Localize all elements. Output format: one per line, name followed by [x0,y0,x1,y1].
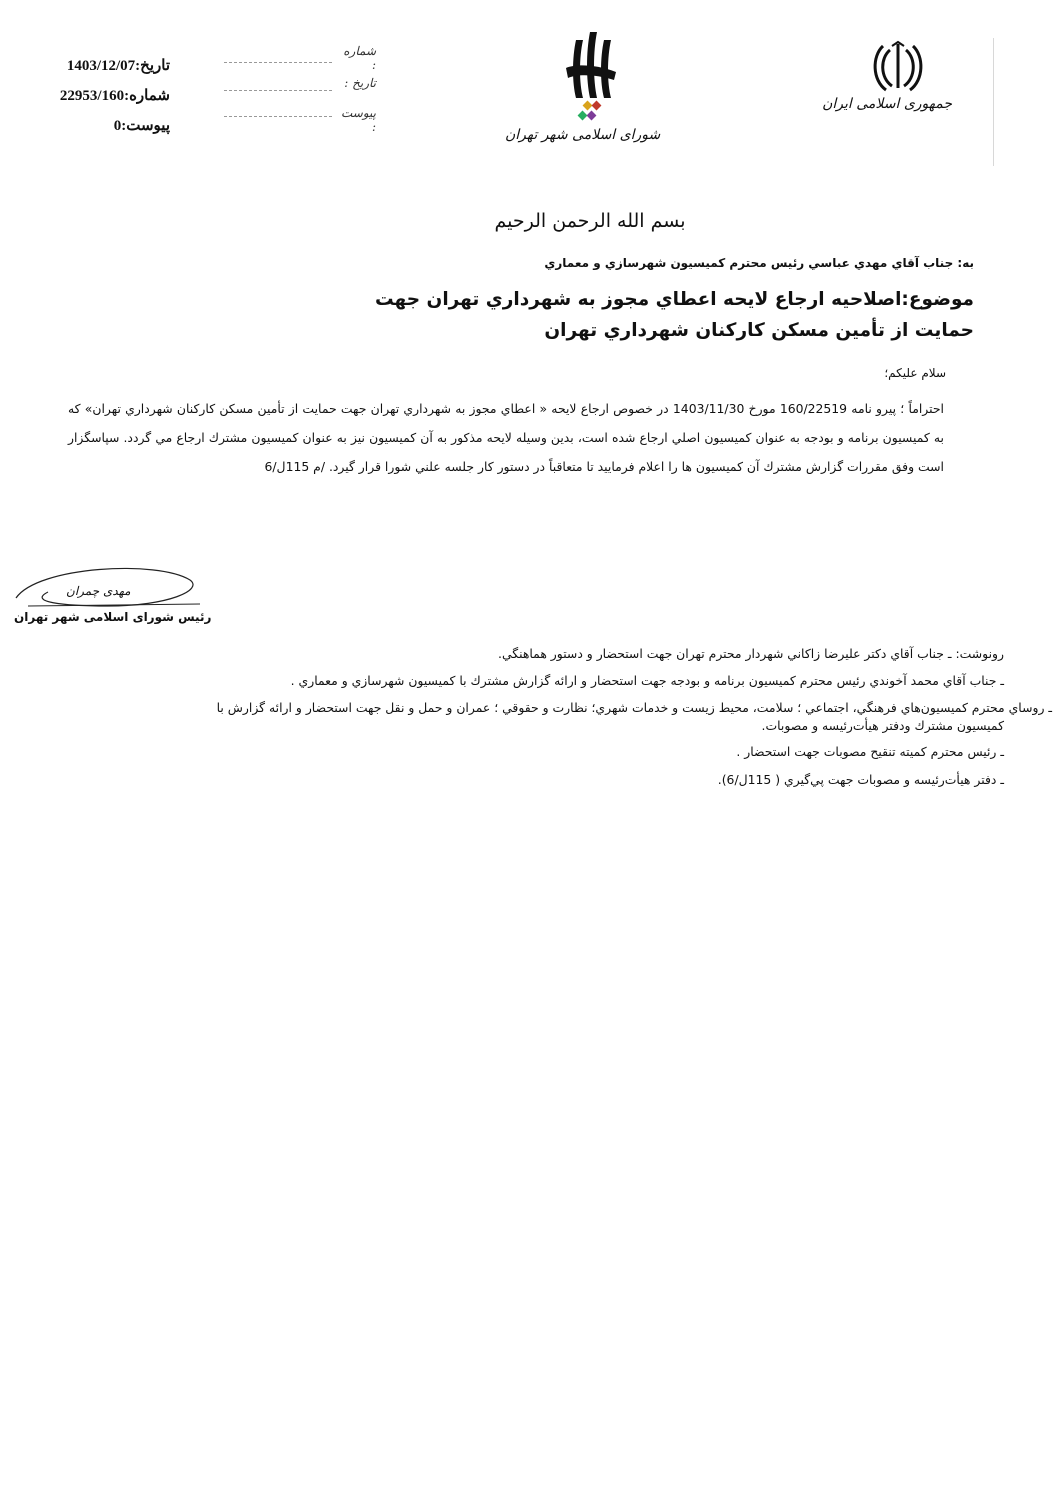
emblem-caption: جمهوری اسلامی ایران [822,96,952,112]
form-field-number-line [224,62,332,63]
letter-date: تاريخ:1403/12/07 [66,58,170,74]
form-field-attachment-line [224,116,332,117]
subject-line: موضوع:اصلاحيه ارجاع لايحه اعطاي مجوز به شهرداري تهران جهت حمايت از تأمين مسكن كاركنان شهرداري تهران [374,289,974,341]
cc-line: ـ روساي محترم كميسيون‌هاي فرهنگي، اجتماعي ؛ سلامت، محيط زيست و خدمات شهري؛ نظارت و حقوقي ؛ عمران و حمل و نقل جهت استحضار و ارائه گزارش با [216,700,1052,715]
greeting: سلام عليكم؛ [884,366,946,380]
signatory-title: رئیس شورای اسلامی شهر تهران [14,610,212,624]
letter-body: احتراماً ؛ پيرو نامه 160/22519 مورخ 1403/11/30 در خصوص ارجاع لايحه « اعطاي مجوز به شهرداري تهران جهت حمايت از تأمين مسكن كاركنان شهرداري تهران» كه به كميسيون برنامه و بودجه به عنوان كميسيون اصلي ارجاع شده است، بدين وسيله لايحه مذكور به آن كميسيون نيز به عنوان كميسيون مشترك ارجاع مي گردد. سپاسگزار است وفق مقررات گزارش مشترك آن كميسيون ها را اعلام فرماييد تا متعاقباً در دستور كار جلسه علني شورا قرار گيرد. /م 115ل/6 [68,401,944,474]
cc-line: ـ رئيس محترم كميته تنقيح مصوبات جهت استحضار . [736,744,1004,759]
letter-number: شماره:22953/160 [59,88,170,104]
form-field-attachment-label: پیوست : [341,106,376,134]
iran-emblem-icon [870,40,926,92]
cc-line: ـ دفتر هيأت‌رئيسه و مصوبات جهت پي‌گيري ( 115ل/6). [717,772,1004,787]
cc-line: ـ جناب آقاي محمد آخوندي رئيس محترم كميسيون برنامه و بودجه جهت استحضار و ارائه گزارش مشترك با كميسيون شهرسازي و معماري . [290,673,1004,688]
cc-line: كميسيون مشترك ودفتر هيأت‌رئيسه و مصوبات. [761,718,1004,733]
recipient-line: به: جناب آقاي مهدي عباسي رئيس محترم كميسيون شهرسازي و معماري [544,256,974,270]
form-field-number-label: شماره : [343,44,376,72]
form-field-date-label: تاریخ : [344,76,376,90]
letter-attachment: پيوست:0 [113,118,170,134]
council-caption: شورای اسلامی شهر تهران [505,127,661,143]
header-divider [993,38,994,166]
cc-line: رونوشت: ـ جناب آقاي دكتر عليرضا زاكاني شهردار محترم تهران جهت استحضار و دستور هماهنگي. [498,646,1004,661]
council-logo-icon [560,28,620,124]
bismillah: بسم الله الرحمن الرحيم [494,210,686,232]
signatory-name: مهدی چمران [66,584,131,598]
form-field-date-line [224,90,332,91]
